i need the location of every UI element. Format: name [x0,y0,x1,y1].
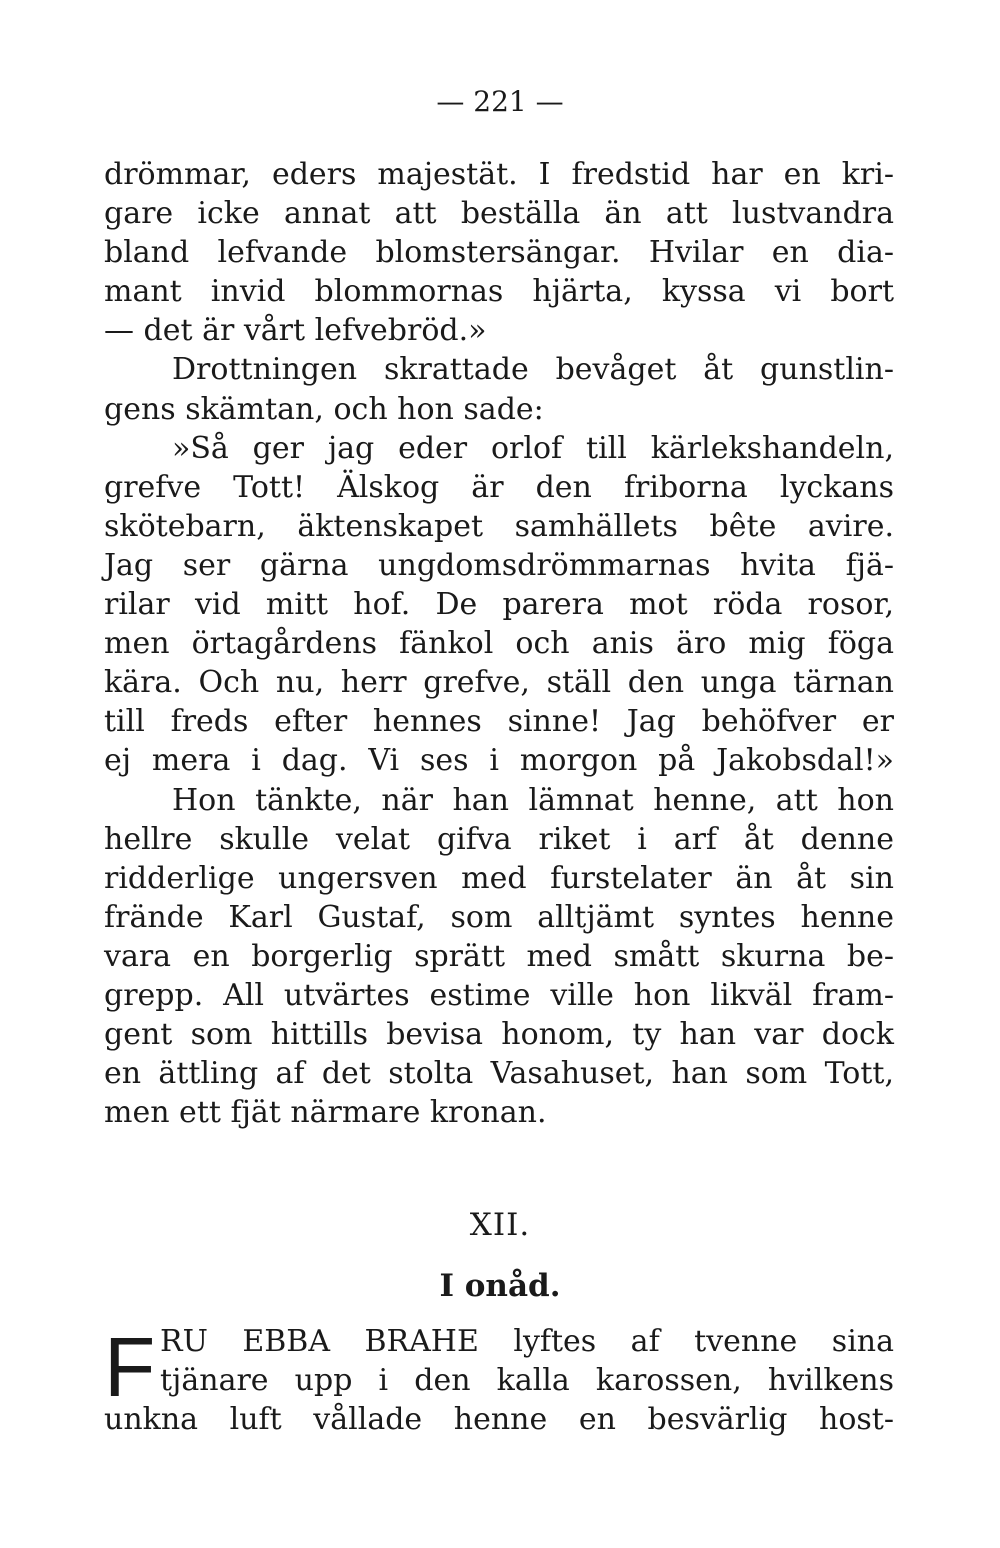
chapter-title: I onåd. [439,1268,561,1304]
text-line: tjänare upp i den kalla karossen, hvilkens [160,1363,894,1399]
text-line: unkna luft vållade henne en besvärlig host- [104,1402,894,1438]
main-text [104,155,894,1132]
text-line: rilar vid mitt hof. De parera mot röda rosor, [104,587,894,623]
text-line: skötebarn, äktenskapet samhällets bête avire. [104,508,894,544]
text-line: drömmar, eders majestät. I fredstid har en kri- [104,157,894,192]
text-line: RU EBBA BRAHE lyftes af tvenne sina [160,1324,894,1359]
text-line: ej mera i dag. Vi ses i morgon på Jakobsdal!» [104,743,894,779]
text-line: gens skämtan, och hon sade: [104,391,544,427]
text-line: gent som hittills bevisa honom, ty han var dock [104,1017,894,1053]
text-line: — det är vårt lefvebröd.» [104,313,487,349]
text-line: »Så ger jag eder orlof till kärlekshandeln, [172,430,894,466]
text-line: hellre skulle velat gifva riket i arf åt denne [104,821,894,857]
text-line: en ättling af det stolta Vasahuset, han som Tott, [104,1056,894,1092]
drop-cap-initial: F [104,1320,156,1414]
text-line: till freds efter hennes sinne! Jag behöfver er [104,704,894,740]
text-line: bland lefvande blomstersängar. Hvilar en dia- [104,235,894,271]
text-line: ridderlige ungersven med furstelater än åt sin [104,860,894,896]
text-line: gare icke annat att beställa än att lustvandra [104,196,894,232]
text-line: kära. Och nu, herr grefve, ställ den unga tärnan [104,665,894,701]
text-line: mant invid blommornas hjärta, kyssa vi bort [104,274,894,310]
text-line: Drottningen skrattade bevåget åt gunstlin- [172,352,894,388]
text-line: vara en borgerlig sprätt med smått skurna be- [104,938,894,974]
text-line: frände Karl Gustaf, som alltjämt syntes henne [104,899,894,935]
page-number: — 221 — [436,85,564,118]
chapter-number: XII. [469,1207,531,1243]
text-line: grefve Tott! Älskog är den friborna lyckans [104,469,894,505]
text-line: grepp. All utvärtes estime ville hon likväl fram- [104,977,894,1013]
chapter-text [104,1322,894,1439]
text-line: men örtagårdens fänkol och anis äro mig föga [104,626,894,662]
text-line: men ett fjät närmare kronan. [104,1095,547,1131]
text-line: Hon tänkte, när han lämnat henne, att hon [172,782,894,818]
text-line: Jag ser gärna ungdomsdrömmarnas hvita fjä- [104,547,894,583]
